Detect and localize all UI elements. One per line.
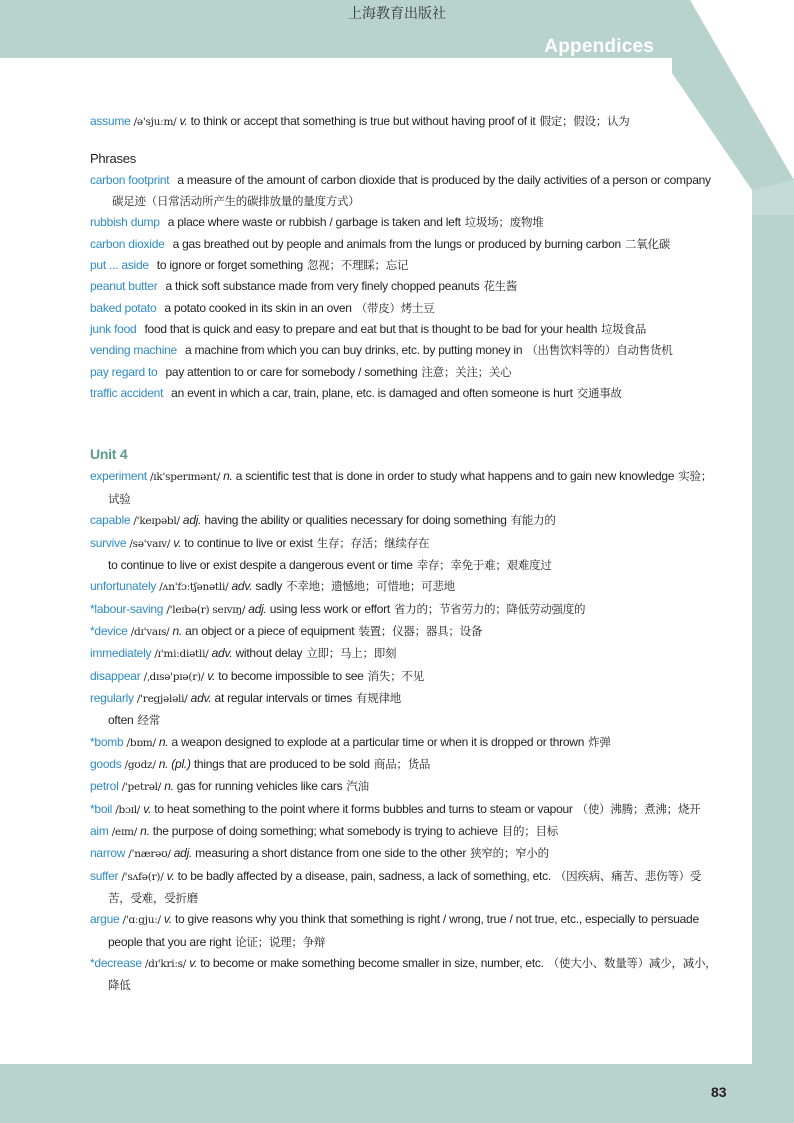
headword: assume [90,114,131,128]
part-of-speech: v. [163,912,172,927]
definition: a potato cooked in its skin in an oven [164,300,352,315]
phonetic: /ə'sjuːm/ [133,116,177,128]
definition: pay attention to or care for somebody / something [165,364,418,379]
top-entries [90,111,722,133]
glossary-entry [90,621,722,643]
part-of-speech: n. [223,469,233,484]
second-sense [90,555,722,576]
glossary-entry [90,510,722,532]
chinese-translation: 经常 [137,713,160,728]
second-sense [90,710,722,731]
phonetic: /ʌn'fɔːtʃənətli/ [159,581,229,594]
definition: a weapon designed to explode at a particular time or when it is dropped or thrown [171,734,585,749]
definition: an event in which a car, train, plane, etc. is damaged and often someone is hurt [171,386,573,401]
phrase-entry [90,276,722,297]
headword: capable [90,513,131,528]
chinese-translation: 汽油 [346,779,369,794]
chinese-translation: 有能力的 [510,513,556,528]
part-of-speech: adj. [173,846,193,861]
phonetic: /'regjələli/ [136,692,188,705]
chinese-translation: （出售饮料等的）自动售货机 [526,343,673,358]
headword: *boil [90,801,113,816]
headword: carbon footprint [90,172,170,187]
definition: things that are produced to be sold [193,756,370,771]
headword: *device [90,623,128,638]
chinese-translation: 商品；货品 [373,756,431,771]
unit-heading: Unit 4 [90,446,128,463]
chinese-translation: 垃圾场；废物堆 [464,215,544,230]
phonetic: /bɒm/ [126,736,156,749]
phonetic: /'sʌfə(r)/ [121,870,164,883]
chinese-translation: 注意；关注；关心 [421,364,512,379]
definition: a machine from which you can buy drinks, etc. by putting money in [184,343,523,358]
glossary-entry [90,666,722,688]
part-of-speech: n. [158,734,169,749]
phrase-entry [90,319,722,340]
headword: experiment [90,469,147,484]
glossary-entry [90,866,722,910]
headword: *labour-saving [90,601,164,616]
publisher-name: 上海教育出版社 [348,6,446,22]
headword: disappear [90,668,141,683]
definition: often [108,713,134,728]
chinese-translation: （带皮）烤土豆 [355,300,435,315]
headword: goods [90,756,122,771]
glossary-entry [90,111,722,133]
chinese-translation: 花生酱 [483,279,518,294]
headword: *bomb [90,734,124,749]
part-of-speech: adj. [182,513,202,528]
glossary-entry [90,732,722,754]
phonetic: /'petrəl/ [121,781,162,794]
headword: argue [90,912,120,927]
definition: food that is quick and easy to prepare and eat but that is thought to be bad for your health [144,322,598,337]
chinese-translation: 省力的；节省劳力的；降低劳动强度的 [394,601,586,616]
definition: to become impossible to see [218,668,364,683]
definition: a thick soft substance made from very finely chopped peanuts [165,279,480,294]
phonetic: /ɪk'sperɪmənt/ [149,471,221,484]
glossary-entry [90,643,722,665]
chinese-translation: 论证；说理；争辩 [235,934,326,949]
chinese-translation: 忽视；不理睬；忘记 [306,258,409,273]
definition: using less work or effort [269,601,390,616]
phonetic: /'leɪbə(r) seɪvɪŋ/ [166,603,246,616]
glossary-entry [90,821,722,843]
phrase-entry [90,362,722,383]
unit-entry-list [90,466,722,996]
part-of-speech: adv. [231,579,253,594]
phrase-entry [90,298,722,319]
phrase-entry [90,234,722,255]
headword: unfortunately [90,579,157,594]
chinese-translation: （使大小、数量等）减少，减小，降低 [108,956,717,993]
glossary-entry [90,953,722,997]
glossary-entry [90,576,722,598]
part-of-speech: v. [179,114,188,128]
phonetic: /'keɪpəbl/ [133,515,180,528]
phonetic: /dɪ'kriːs/ [144,958,187,971]
glossary-content [90,111,722,997]
chinese-translation: 装置；仪器；器具；设备 [358,623,483,638]
section-title: Appendices [544,36,654,57]
definition: at regular intervals or times [214,690,353,705]
definition: to continue to live or exist [184,535,313,550]
chinese-translation: 假定；假设；认为 [539,114,630,128]
part-of-speech: adv. [211,646,233,661]
definition: sadly [255,579,283,594]
headword: peanut butter [90,279,158,294]
chinese-translation: 不幸地；遗憾地；可惜地；可悲地 [286,579,455,594]
definition: to continue to live or exist despite a dangerous event or time [108,557,413,572]
phrase-entry [90,340,722,361]
phonetic: /bɔɪl/ [115,803,141,816]
chinese-translation: 立即；马上；即刻 [306,646,397,661]
glossary-entry [90,533,722,555]
chinese-translation: （使）沸腾；煮沸；烧开 [576,801,701,816]
part-of-speech: n. [164,779,174,794]
definition: the purpose of doing something; what somebody is trying to achieve [152,823,498,838]
headword: pay regard to [90,364,158,379]
headword: put ... aside [90,258,149,273]
headword: suffer [90,868,119,883]
definition: an object or a piece of equipment [185,623,355,638]
phrase-entry [90,255,722,276]
headword: *decrease [90,956,142,971]
definition: having the ability or qualities necessary for doing something [204,513,507,528]
glossary-entry [90,754,722,776]
part-of-speech: v. [173,535,182,550]
definition: a measure of the amount of carbon dioxide that is produced by the daily activities of a person or company [177,172,711,187]
headword: junk food [90,322,137,337]
chinese-translation: 二氧化碳 [624,236,670,251]
headword: vending machine [90,343,177,358]
glossary-entry [90,776,722,798]
headword: baked potato [90,300,157,315]
definition: a scientific test that is done in order to study what happens and to gain new knowledge [235,469,675,484]
phonetic: /eɪm/ [111,825,138,838]
part-of-speech: adj. [248,601,267,616]
chinese-translation: 目的；目标 [501,823,559,838]
phrase-entry [90,170,722,213]
definition: a gas breathed out by people and animals from the lungs or produced by burning carbon [172,236,621,251]
phrases-heading: Phrases [90,151,136,167]
part-of-speech: n. [172,623,183,638]
chinese-translation: 炸弹 [588,734,611,749]
definition: to give reasons why you think that something is right / wrong, true / not true, etc., especially to persuade people that you are right [108,912,699,949]
glossary-entry [90,688,722,710]
chinese-translation: 生存；存活；继续存在 [316,535,430,550]
phrase-entry [90,212,722,233]
part-of-speech: adv. [190,690,212,705]
headword: carbon dioxide [90,236,165,251]
phonetic: /sə'vaɪv/ [129,537,171,550]
headword: rubbish dump [90,215,160,230]
phonetic: /'ɑːgjuː/ [122,914,161,927]
chinese-translation: （因疾病、痛苦、悲伤等）受苦，受难，受折磨 [108,868,702,905]
definition: measuring a short distance from one side to the other [195,846,467,861]
chinese-translation: 有规律地 [356,690,402,705]
page-number: 83 [711,1084,727,1100]
phonetic: /dɪ'vaɪs/ [130,625,170,638]
glossary-entry [90,466,722,510]
headword: survive [90,535,127,550]
chinese-translation: 垃圾食品 [601,322,647,337]
phrase-list [90,170,722,405]
phonetic: /gʊdz/ [124,758,156,771]
chinese-translation: 实验；试验 [108,469,713,506]
part-of-speech: v. [143,801,152,816]
glossary-entry [90,843,722,865]
definition: without delay [235,646,303,661]
headword: petrol [90,779,119,794]
chinese-translation: 交通事故 [576,386,622,401]
chinese-translation: 狭窄的；窄小的 [470,846,549,861]
glossary-entry [90,599,722,621]
definition: gas for running vehicles like cars [176,779,343,794]
headword: traffic accident [90,386,164,401]
chinese-translation: 碳足迹（日常活动所产生的碳排放量的量度方式） [112,194,360,209]
headword: immediately [90,646,152,661]
phonetic: /ˌdɪsə'pɪə(r)/ [143,670,205,683]
part-of-speech: v. [207,668,216,683]
glossary-entry [90,909,722,953]
headword: narrow [90,846,126,861]
phonetic: /ɪ'miːdiətli/ [154,648,209,661]
definition: to think or accept that something is true but without having proof of it [190,114,536,128]
part-of-speech: n. [140,823,150,838]
phrase-entry [90,383,722,404]
definition: a place where waste or rubbish / garbage is taken and left [167,215,461,230]
definition: to heat something to the point where it forms bubbles and turns to steam or vapour [154,801,573,816]
chinese-translation: 消失；不见 [367,668,424,683]
headword: aim [90,823,109,838]
part-of-speech: v. [189,956,198,971]
definition: to be badly affected by a disease, pain, sadness, a lack of something, etc. [177,868,551,883]
phonetic: /'nærəʊ/ [128,848,171,861]
definition: to ignore or forget something [156,258,303,273]
part-of-speech: n. (pl.) [158,756,191,771]
part-of-speech: v. [166,868,175,883]
headword: regularly [90,690,134,705]
chinese-translation: 幸存；幸免于难；艰难度过 [416,557,552,572]
glossary-entry [90,799,722,821]
definition: to become or make something become smaller in size, number, etc. [200,956,544,971]
